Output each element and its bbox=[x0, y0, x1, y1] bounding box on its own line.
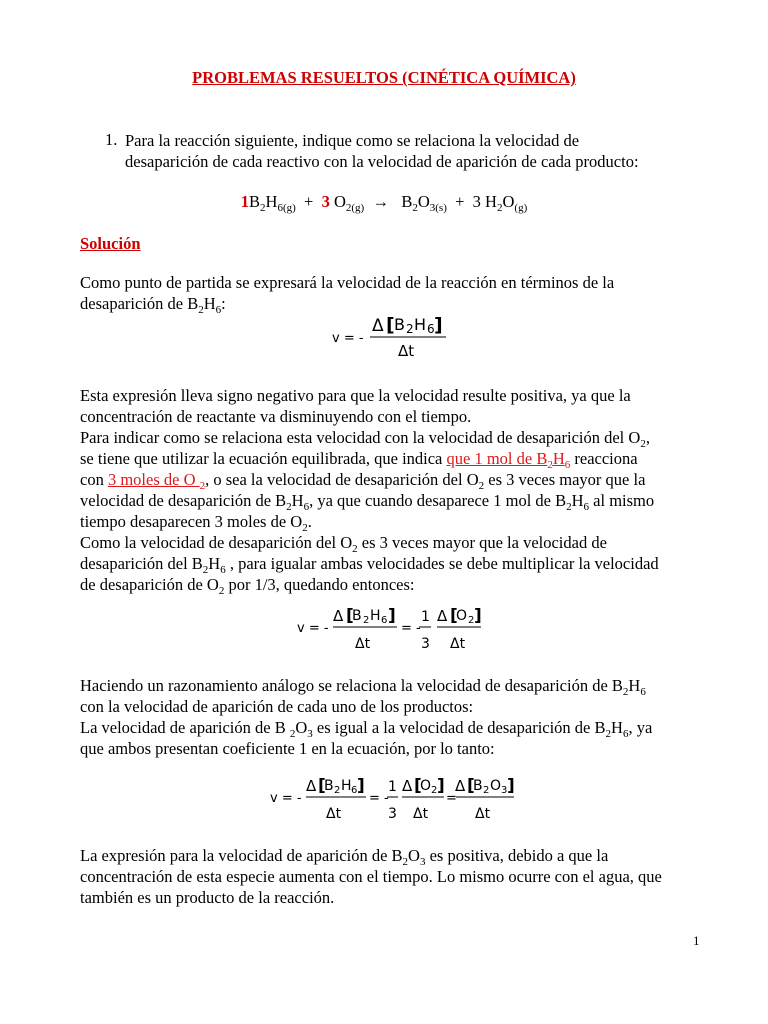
solution-heading: Solución bbox=[80, 234, 141, 253]
paragraph-3-line3: con 3 moles de O $_2$, o sea la velocidad de desaparición del $O_2$ es 3 veces mayor que la bbox=[80, 470, 646, 492]
svg-text:Δt: Δt bbox=[326, 806, 342, 822]
svg-text:]: ] bbox=[357, 776, 365, 796]
rate-equation-1 bbox=[328, 310, 458, 366]
page-title: PROBLEMAS RESUELTOS (CINÉTICA QUÍMICA) bbox=[192, 68, 576, 87]
svg-text:3: 3 bbox=[501, 785, 508, 796]
svg-text:]: ] bbox=[437, 776, 445, 796]
svg-text:]: ] bbox=[388, 606, 396, 626]
svg-text:2: 2 bbox=[363, 615, 370, 626]
svg-text:[: [ bbox=[450, 606, 458, 626]
svg-text:2: 2 bbox=[483, 785, 490, 796]
paragraph-6-line2: concentración de esta especie aumenta con el tiempo. Lo mismo ocurre con el agua, que bbox=[80, 867, 662, 886]
rate-equation-2 bbox=[295, 600, 495, 656]
svg-text:B: B bbox=[473, 778, 483, 794]
list-number: 1. bbox=[105, 130, 118, 149]
svg-text:v = -: v = - bbox=[270, 791, 302, 806]
paragraph-3-line2: se tiene que utilizar la ecuación equilibrada, que indica que 1 mol de $B_2H_6$ reacciona bbox=[80, 449, 638, 471]
rate-equation-3 bbox=[268, 770, 518, 826]
svg-text:= -: = - bbox=[401, 621, 421, 636]
svg-text:=: = bbox=[446, 791, 457, 806]
svg-text:2: 2 bbox=[406, 322, 414, 336]
paragraph-4-line1: Como la velocidad de desaparición del $O_2$ es 3 veces mayor que la velocidad de bbox=[80, 533, 607, 555]
svg-text:Δt: Δt bbox=[398, 342, 415, 360]
paragraph-6-line3: también es un producto de la reacción. bbox=[80, 888, 335, 907]
svg-text:v = -: v = - bbox=[332, 331, 364, 346]
svg-text:[: [ bbox=[318, 776, 326, 796]
svg-text:3: 3 bbox=[388, 806, 397, 822]
paragraph-6-line1: La expresión para la velocidad de aparición de $B_2O_3$ es positiva, debido a que la bbox=[80, 846, 609, 868]
svg-text:Δt: Δt bbox=[450, 636, 466, 652]
svg-text:[: [ bbox=[346, 606, 354, 626]
paragraph-1-line1: Como punto de partida se expresará la velocidad de la reacción en términos de la bbox=[80, 273, 615, 292]
svg-text:2: 2 bbox=[334, 785, 341, 796]
highlight-1-mol: que 1 mol de $B_2H_6$ bbox=[446, 449, 571, 471]
svg-text:6: 6 bbox=[427, 322, 435, 336]
paragraph-3-line4: velocidad de desaparición de $B_2H_6$, ya que cuando desaparece 1 mol de $B_2H_6$ al mismo bbox=[80, 491, 655, 513]
svg-text:3: 3 bbox=[421, 636, 430, 652]
svg-text:1: 1 bbox=[421, 609, 430, 625]
svg-text:O: O bbox=[456, 608, 468, 624]
svg-text:O: O bbox=[420, 778, 432, 794]
paragraph-5-line1: Haciendo un razonamiento análogo se relaciona la velocidad de desaparición de $B_2H_6$ bbox=[80, 676, 646, 698]
highlight-3-moles: 3 moles de O $_2$ bbox=[107, 470, 206, 492]
svg-text:Δt: Δt bbox=[475, 806, 491, 822]
svg-text:O: O bbox=[490, 778, 502, 794]
svg-text:B: B bbox=[324, 778, 334, 794]
svg-text:Δ: Δ bbox=[455, 777, 466, 795]
paragraph-2-line2: concentración de reactante va disminuyendo con el tiempo. bbox=[80, 407, 472, 426]
svg-text:B: B bbox=[394, 315, 405, 334]
svg-text:H: H bbox=[370, 608, 381, 624]
svg-text:[: [ bbox=[467, 776, 475, 796]
svg-text:Δt: Δt bbox=[413, 806, 429, 822]
svg-text:2: 2 bbox=[431, 785, 438, 796]
svg-text:Δ: Δ bbox=[306, 777, 317, 795]
problem-statement-line1: Para la reacción siguiente, indique como se relaciona la velocidad de bbox=[125, 131, 580, 150]
svg-text:2: 2 bbox=[468, 615, 475, 626]
paragraph-2-line1: Esta expresión lleva signo negativo para que la velocidad resulte positiva, ya que la bbox=[80, 386, 631, 405]
paragraph-5-line3: La velocidad de aparición de B $_2O_3$ es igual a la velocidad de desaparición de $B_2H_6$, ya bbox=[80, 718, 653, 740]
svg-text:[: [ bbox=[414, 776, 422, 796]
svg-text:Δt: Δt bbox=[355, 636, 371, 652]
svg-text:6: 6 bbox=[351, 785, 358, 796]
svg-text:H: H bbox=[414, 315, 427, 334]
coefficient-3: 3 bbox=[321, 192, 330, 211]
svg-text:[: [ bbox=[386, 314, 395, 336]
reaction-arrow: → bbox=[372, 192, 389, 211]
svg-text:= -: = - bbox=[369, 791, 389, 806]
coefficient-1: 1 bbox=[240, 192, 249, 211]
svg-text:Δ: Δ bbox=[333, 607, 344, 625]
paragraph-4-line3: de desaparición de $O_2$ por 1/3, quedando entonces: bbox=[80, 575, 415, 597]
svg-text:B: B bbox=[352, 608, 362, 624]
svg-text:Δ: Δ bbox=[437, 607, 448, 625]
paragraph-3-line5: tiempo desaparecen 3 moles de $O_2$. bbox=[80, 512, 312, 534]
svg-text:Δ: Δ bbox=[402, 777, 413, 795]
svg-text:H: H bbox=[341, 778, 352, 794]
svg-text:]: ] bbox=[474, 606, 482, 626]
svg-text:]: ] bbox=[434, 314, 443, 336]
problem-statement-line2: desaparición de cada reactivo con la velocidad de aparición de cada producto: bbox=[125, 152, 639, 171]
paragraph-5-line2: con la velocidad de aparición de cada uno de los productos: bbox=[80, 697, 474, 716]
svg-text:1: 1 bbox=[388, 779, 397, 795]
svg-text:Δ: Δ bbox=[372, 316, 384, 336]
paragraph-4-line2: desaparición del $B_2H_6$ , para igualar ambas velocidades se debe multiplicar la velocidad bbox=[80, 554, 659, 576]
svg-text:6: 6 bbox=[381, 615, 388, 626]
chemical-equation: $1B_2H_{6(g)} + 3$ $O_{2(g)} \to B_2O_{3(s)} + 3$ $H_2O_{(g)}$ bbox=[240, 192, 528, 214]
paragraph-5-line4: que ambos presentan coeficiente 1 en la ecuación, por lo tanto: bbox=[80, 739, 495, 758]
paragraph-1-line2: desaparición de $B_2H_6$: bbox=[80, 294, 226, 316]
svg-text:]: ] bbox=[507, 776, 515, 796]
paragraph-3-line1: Para indicar como se relaciona esta velocidad con la velocidad de desaparición del $O_2$, bbox=[80, 428, 650, 450]
svg-text:v = -: v = - bbox=[297, 621, 329, 636]
page-number: 1 bbox=[693, 933, 700, 948]
